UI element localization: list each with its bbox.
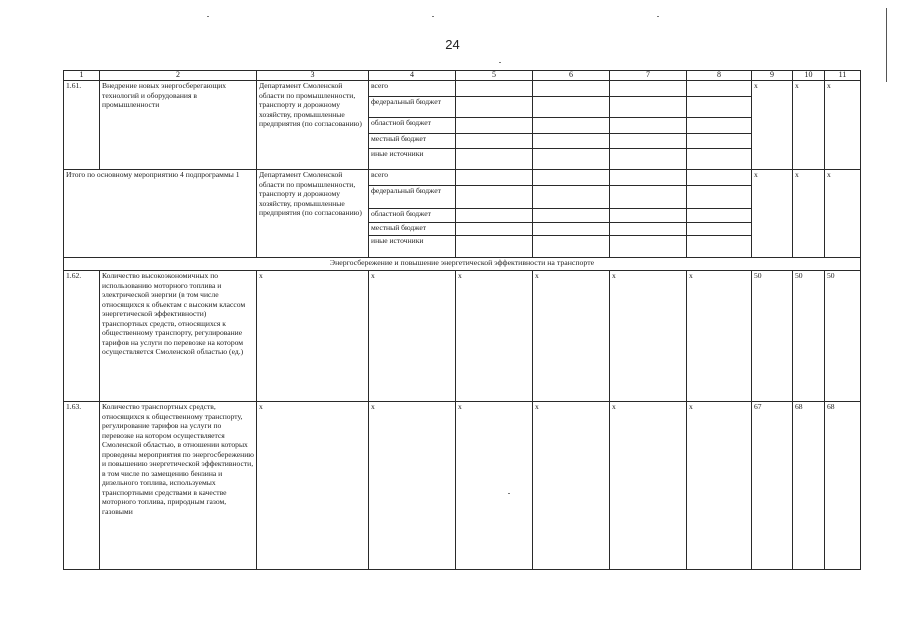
header-cell: 11 — [825, 71, 861, 81]
page-number: 24 — [445, 37, 460, 52]
header-cell: 8 — [687, 71, 752, 81]
value-cell: x — [752, 170, 793, 258]
page-edge-line — [886, 8, 887, 82]
value-cell: x — [533, 402, 610, 570]
value-cell: x — [533, 271, 610, 402]
value-cell: x — [257, 402, 369, 570]
funding-sources — [369, 81, 456, 170]
funding-cell — [456, 81, 533, 170]
row-number: 1.63. — [64, 402, 100, 570]
indicator-name: Количество высокоэкономичных по использованию моторного топлива и электрической энергии (в том числе относящихся к объектам с высоким классом энергетической эффективности) транспортных средств, относящихся к общественному транспорту, регулирование тарифов на услуги по перевозке на котором осуществляется Смоленской областью (ед.) — [100, 271, 257, 402]
scan-speck — [499, 62, 501, 63]
value-cell: x — [610, 271, 687, 402]
table-row-total — [64, 170, 861, 258]
funding-cell — [687, 81, 752, 170]
value-cell: 50 — [793, 271, 825, 402]
table-row — [64, 81, 861, 170]
responsible-org: Департамент Смоленской области по промышленности, транспорту и дорожному хозяйству, промышленные предприятия (по согласованию) — [257, 81, 369, 170]
value-cell: x — [369, 402, 456, 570]
funding-cell — [610, 81, 687, 170]
source-label: местный бюджет — [369, 223, 455, 236]
source-label: всего — [369, 81, 455, 97]
header-cell: 6 — [533, 71, 610, 81]
header-cell: 10 — [793, 71, 825, 81]
funding-cell — [610, 170, 687, 258]
value-cell: x — [825, 170, 861, 258]
table-row — [64, 402, 861, 570]
indicator-name: Количество транспортных средств, относящихся к общественному транспорту, регулирование тарифов на услуги по перевозке на котором осуществляется Смоленской областью, в отношении которых проведены мероприятия по энергосбережению и повышению энергетической эффективности, в том числе по замещению бензина и дизельного топлива, используемых транспортными средствами в качестве моторного топлива, природным газом, газовыми — [100, 402, 257, 570]
header-cell: 7 — [610, 71, 687, 81]
responsible-org: Департамент Смоленской области по промышленности, транспорту и дорожному хозяйству, промышленные предприятия (по согласованию) — [257, 170, 369, 258]
value-cell: 67 — [752, 402, 793, 570]
table-row — [64, 271, 861, 402]
program-table — [63, 70, 861, 570]
value-cell: 68 — [793, 402, 825, 570]
value-cell: x — [257, 271, 369, 402]
total-label: Итого по основному мероприятию 4 подпрограммы 1 — [64, 170, 257, 258]
value-cell: x — [793, 170, 825, 258]
source-label: местный бюджет — [369, 134, 455, 149]
header-row — [64, 71, 861, 81]
value-cell: x — [369, 271, 456, 402]
value-cell: 50 — [825, 271, 861, 402]
header-cell: 4 — [369, 71, 456, 81]
section-title: Энергосбережение и повышение энергетической эффективности на транспорте — [64, 258, 861, 271]
header-cell: 2 — [100, 71, 257, 81]
header-cell: 1 — [64, 71, 100, 81]
funding-cell — [687, 170, 752, 258]
funding-cell — [456, 170, 533, 258]
header-cell: 3 — [257, 71, 369, 81]
value-cell: x — [752, 81, 793, 170]
scan-speck — [657, 16, 659, 17]
value-cell: x — [610, 402, 687, 570]
value-cell: x — [825, 81, 861, 170]
source-label: всего — [369, 170, 455, 186]
scan-speck — [207, 16, 209, 17]
source-label: иные источники — [371, 149, 424, 158]
header-cell: 5 — [456, 71, 533, 81]
source-label: федеральный бюджет — [369, 97, 455, 118]
row-number: 1.61. — [64, 81, 100, 170]
value-cell: x — [687, 402, 752, 570]
source-label: областной бюджет — [369, 118, 455, 134]
value-cell: x — [456, 402, 533, 570]
activity-name: Внедрение новых энергосберегающих технологий и оборудования в промышленности — [100, 81, 257, 170]
source-label: иные источники — [371, 236, 424, 245]
source-label: федеральный бюджет — [369, 186, 455, 209]
funding-cell — [533, 170, 610, 258]
value-cell: x — [687, 271, 752, 402]
value-cell: 50 — [752, 271, 793, 402]
scan-speck — [432, 16, 434, 17]
header-cell: 9 — [752, 71, 793, 81]
value-cell: 68 — [825, 402, 861, 570]
value-cell: x — [793, 81, 825, 170]
funding-cell — [533, 81, 610, 170]
source-label: областной бюджет — [369, 209, 455, 223]
value-cell: x — [456, 271, 533, 402]
funding-sources — [369, 170, 456, 258]
section-row — [64, 258, 861, 271]
row-number: 1.62. — [64, 271, 100, 402]
